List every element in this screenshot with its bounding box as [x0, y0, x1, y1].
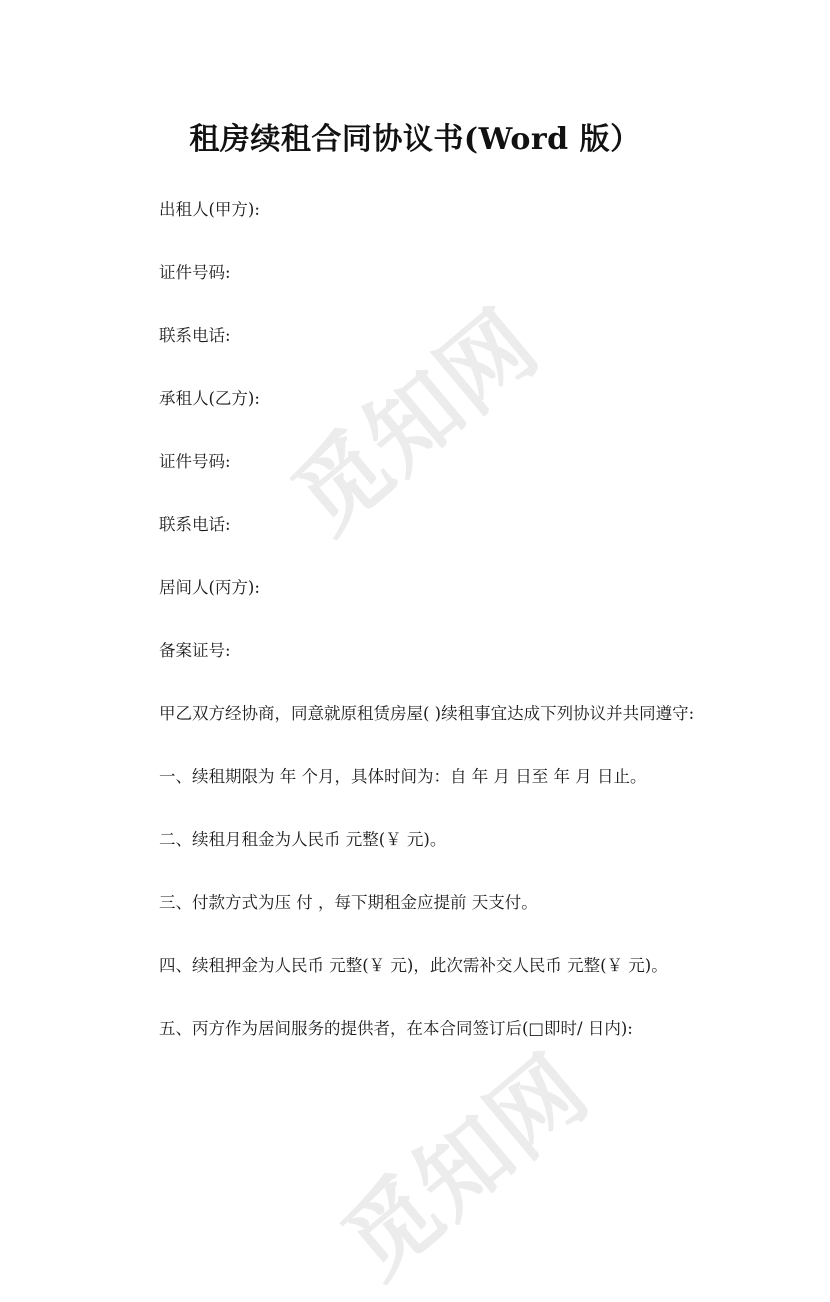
watermark: 觅知网 [323, 1035, 609, 1299]
document-title: 租房续租合同协议书(Word 版） [189, 122, 641, 157]
broker-label: 居间人(丙方): [159, 578, 260, 597]
watermark: 觅知网 [273, 290, 559, 554]
clause-4: 四、续租押金为人民币 元整(￥ 元)，此次需补交人民币 元整(￥ 元)。 [159, 956, 668, 975]
clause-5: 五、丙方作为居间服务的提供者，在本合同签订后(□即时/ 日内): [159, 1019, 633, 1038]
clause-1: 一、续租期限为 年 个月，具体时间为：自 年 月 日至 年 月 日止。 [159, 767, 647, 786]
lessor-id-label: 证件号码: [159, 263, 231, 282]
record-number-label: 备案证号: [159, 641, 231, 660]
lessor-phone-label: 联系电话: [159, 326, 231, 345]
lessor-label: 出租人(甲方): [159, 200, 260, 219]
lessee-phone-label: 联系电话: [159, 515, 231, 534]
clause-2: 二、续租月租金为人民币 元整(￥ 元)。 [159, 830, 447, 849]
lessee-id-label: 证件号码: [159, 452, 231, 471]
clause-3: 三、付款方式为压 付 ，每下期租金应提前 天支付。 [159, 893, 538, 912]
agreement-intro: 甲乙双方经协商，同意就原租赁房屋( )续租事宜达成下列协议并共同遵守: [159, 704, 695, 723]
lessee-label: 承租人(乙方): [159, 389, 260, 408]
